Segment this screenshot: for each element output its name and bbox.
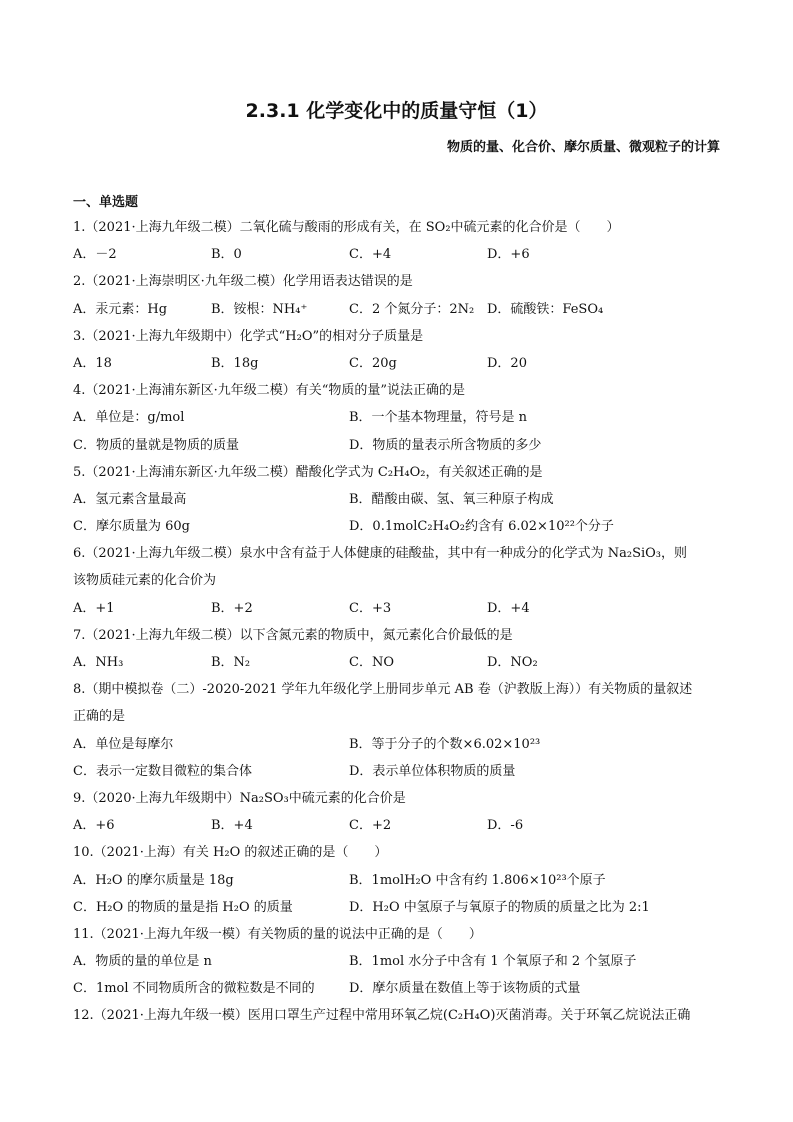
question-text: 12.（2021·上海九年级一模）医用口罩生产过程中常用环氧乙烷(C₂H₄O)灭菌消毒。关于环氧乙烷说法正确 (73, 1008, 691, 1024)
answer-option: A．+1 (73, 600, 115, 616)
answer-option: B．N₂ (211, 655, 251, 670)
answer-option: A．－2 (73, 247, 117, 263)
answer-option: B．0 (211, 247, 242, 263)
answer-option: C．20g (349, 355, 397, 371)
page-title: 2.3.1 化学变化中的质量守恒（1） (245, 100, 548, 122)
option-row (73, 758, 728, 785)
answer-option: D．摩尔质量在数值上等于该物质的式量 (349, 981, 581, 997)
answer-option: D．H₂O 中氢原子与氧原子的物质的质量之比为 2:1 (349, 899, 650, 915)
answer-option: C．2 个氮分子：2N₂ (349, 301, 475, 317)
question-text: 7.（2021·上海九年级二模）以下含氮元素的物质中，氮元素化合价最低的是 (73, 627, 513, 643)
option-row (73, 513, 728, 540)
question-text: 5.（2021·上海浦东新区·九年级二模）醋酸化学式为 C₂H₄O₂，有关叙述正确的是 (73, 464, 543, 480)
answer-option: C．+4 (349, 247, 392, 263)
option-row (73, 595, 728, 622)
answer-option: A．18 (73, 355, 112, 371)
answer-option: A．NH₃ (73, 655, 124, 670)
answer-option: A．+6 (73, 818, 115, 834)
answer-option: B．+2 (211, 600, 253, 616)
question-text: 2.（2021·上海崇明区·九年级二模）化学用语表达错误的是 (73, 274, 413, 290)
answer-option: D．NO₂ (487, 655, 538, 670)
answer-option: C．+3 (349, 600, 392, 616)
answer-option: C．H₂O 的物质的量是指 H₂O 的质量 (73, 899, 293, 915)
answer-option: D．+4 (487, 600, 530, 616)
option-row (73, 948, 728, 975)
option-row (73, 404, 728, 431)
question-text: 3.（2021·上海九年级期中）化学式“H₂O”的相对分子质量是 (73, 328, 424, 344)
answer-option: B．+4 (211, 818, 253, 834)
answer-option: C．1mol 不同物质所含的微粒数是不同的 (73, 981, 315, 997)
option-row (73, 350, 728, 377)
question-text: 1.（2021·上海九年级二模）二氧化硫与酸雨的形成有关，在 SO₂中硫元素的化合价是（ ） (73, 220, 620, 235)
answer-option: D．0.1molC₂H₄O₂约含有 6.02×10²²个分子 (349, 519, 614, 535)
answer-option: B．等于分子的个数×6.02×10²³ (349, 736, 541, 752)
answer-option: B．1molH₂O 中含有约 1.806×10²³个原子 (349, 872, 606, 888)
answer-option: D．+6 (487, 247, 530, 263)
answer-option: D．表示单位体积物质的质量 (349, 763, 516, 779)
answer-option: A．单位是每摩尔 (73, 736, 174, 752)
answer-option: D．-6 (487, 818, 524, 834)
question-text: 正确的是 (73, 709, 126, 725)
question-text: 9.（2020·上海九年级期中）Na₂SO₃中硫元素的化合价是 (73, 790, 406, 806)
question-text: 10.（2021·上海）有关 H₂O 的叙述正确的是（ ） (73, 845, 388, 861)
option-row (73, 296, 728, 323)
option-row (73, 894, 728, 921)
question-list (73, 214, 728, 1030)
answer-option: D．硫酸铁：FeSO₄ (487, 301, 604, 317)
answer-option: C．摩尔质量为 60g (73, 519, 190, 535)
answer-option: A．汞元素：Hg (73, 301, 168, 317)
answer-option: A．单位是：g/mol (73, 410, 185, 426)
option-row (73, 731, 728, 758)
section-heading: 一、单选题 (73, 195, 139, 210)
option-row (73, 975, 728, 1002)
option-row (73, 867, 728, 894)
answer-option: B．一个基本物理量，符号是 n (349, 410, 528, 426)
answer-option: D．20 (487, 355, 527, 371)
answer-option: A．物质的量的单位是 n (73, 954, 212, 970)
answer-option: A．氢元素含量最高 (73, 491, 187, 507)
option-row (73, 486, 728, 513)
answer-option: B．1mol 水分子中含有 1 个氧原子和 2 个氢原子 (349, 954, 637, 970)
option-row (73, 432, 728, 459)
answer-option: D．物质的量表示所含物质的多少 (349, 437, 542, 453)
answer-option: C．物质的量就是物质的质量 (73, 437, 239, 453)
question-text: 8.（期中模拟卷（二）-2020-2021 学年九年级化学上册同步单元 AB 卷（沪教版上海））有关物质的量叙述 (73, 682, 693, 698)
answer-option: C．NO (349, 655, 394, 670)
page-subtitle: 物质的量、化合价、摩尔质量、微观粒子的计算 (446, 140, 720, 155)
answer-option: C．表示一定数目微粒的集合体 (73, 763, 252, 779)
option-row (73, 812, 728, 839)
answer-option: A．H₂O 的摩尔质量是 18g (73, 872, 234, 888)
answer-option: B．铵根：NH₄⁺ (211, 301, 308, 317)
answer-option: B．18g (211, 355, 259, 371)
question-text: 11.（2021·上海九年级一模）有关物质的量的说法中正确的是（ ） (73, 926, 482, 942)
option-row (73, 649, 728, 676)
option-row (73, 241, 728, 268)
answer-option: C．+2 (349, 818, 392, 834)
question-text: 4.（2021·上海浦东新区·九年级二模）有关“物质的量”说法正确的是 (73, 383, 466, 399)
answer-option: B．醋酸由碳、氢、氧三种原子构成 (349, 491, 554, 507)
question-text: 该物质硅元素的化合价为 (73, 573, 217, 589)
question-text: 6.（2021·上海九年级二模）泉水中含有益于人体健康的硅酸盐，其中有一种成分的化学式为 Na₂SiO₃，则 (73, 546, 688, 562)
